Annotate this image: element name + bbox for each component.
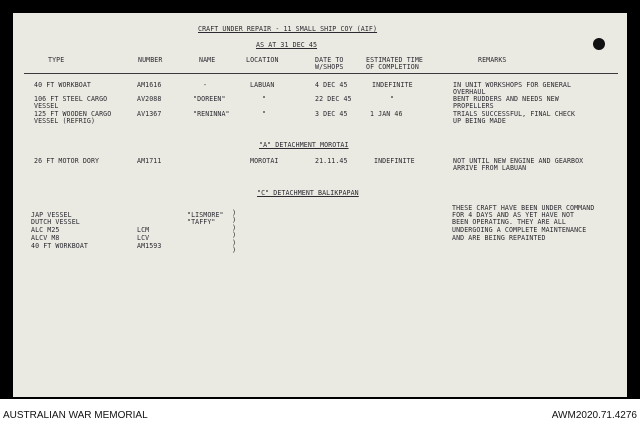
section-c-remarks-line3: BEEN OPERATING. THEY ARE ALL xyxy=(452,218,566,226)
header-date-line1: DATE TO xyxy=(315,56,344,64)
row2-type-line2: VESSEL xyxy=(34,102,59,110)
header-remarks: REMARKS xyxy=(478,56,507,64)
section-a-heading: "A" DETACHMENT MOROTAI xyxy=(259,141,349,149)
section-c-number-3: LCM xyxy=(137,226,150,234)
row2-name: "DOREEN" xyxy=(193,95,226,103)
header-est-line2: OF COMPLETION xyxy=(366,63,419,71)
section-c-type-4: ALCV M8 xyxy=(31,234,60,242)
header-number: NUMBER xyxy=(138,56,163,64)
row3-type-line1: 125 FT WOODEN CARGO xyxy=(34,110,112,118)
punch-hole xyxy=(593,38,605,50)
section-c-number-4: LCV xyxy=(137,234,150,242)
row1-location: LABUAN xyxy=(250,81,275,89)
header-date-line2: W/SHOPS xyxy=(315,63,344,71)
row3-name: "RENINNA" xyxy=(193,110,230,118)
section-c-type-2: DUTCH VESSEL xyxy=(31,218,80,226)
section-c-type-3: ALC M25 xyxy=(31,226,60,234)
row1-name: - xyxy=(203,81,208,89)
row3-est: 1 JAN 46 xyxy=(370,110,403,118)
header-rule xyxy=(24,73,618,74)
row3-date: 3 DEC 45 xyxy=(315,110,348,118)
section-c-remarks-line5: AND ARE BEING REPAINTED xyxy=(452,234,546,242)
document-title: CRAFT UNDER REPAIR - 11 SMALL SHIP COY (AIF) xyxy=(198,25,378,33)
as-at-date: AS AT 31 DEC 45 xyxy=(256,41,318,49)
section-a-date: 21.11.45 xyxy=(315,157,348,165)
section-c-name-1: "LISMORE" xyxy=(187,211,224,219)
section-a-remarks-line1: NOT UNTIL NEW ENGINE AND GEARBOX xyxy=(453,157,584,165)
row2-remarks-line1: BENT RUDDERS AND NEEDS NEW xyxy=(453,95,559,103)
section-a-number: AM1711 xyxy=(137,157,162,165)
section-c-name-2: "TAFFY" xyxy=(187,218,216,226)
section-c-heading: "C" DETACHMENT BALIKPAPAN xyxy=(257,189,359,197)
row2-est: " xyxy=(390,95,395,103)
header-est-line1: ESTIMATED TIME xyxy=(366,56,423,64)
header-type: TYPE xyxy=(48,56,65,64)
section-a-location: MOROTAI xyxy=(250,157,279,165)
row2-date: 22 DEC 45 xyxy=(315,95,352,103)
row1-est: INDEFINITE xyxy=(372,81,413,89)
row2-remarks-line2: PROPELLERS xyxy=(453,102,494,110)
section-c-type-5: 40 FT WORKBOAT xyxy=(31,242,88,250)
header-name: NAME xyxy=(199,56,216,64)
section-a-est: INDEFINITE xyxy=(374,157,415,165)
section-c-type-1: JAP VESSEL xyxy=(31,211,72,219)
section-c-remarks-line2: FOR 4 DAYS AND AS YET HAVE NOT xyxy=(452,211,575,219)
row1-remarks-line2: OVERHAUL xyxy=(453,88,486,96)
header-location: LOCATION xyxy=(246,56,279,64)
footer-institution: AUSTRALIAN WAR MEMORIAL xyxy=(3,410,148,421)
row3-remarks-line2: UP BEING MADE xyxy=(453,117,506,125)
row2-type-line1: 106 FT STEEL CARGO xyxy=(34,95,108,103)
row3-remarks-line1: TRIALS SUCCESSFUL, FINAL CHECK xyxy=(453,110,576,118)
row3-number: AV1367 xyxy=(137,110,162,118)
footer-accession-number: AWM2020.71.4276 xyxy=(551,410,637,421)
section-c-remarks-line4: UNDERGOING A COMPLETE MAINTENANCE xyxy=(452,226,587,234)
section-c-number-5: AM1593 xyxy=(137,242,162,250)
row3-type-line2: VESSEL (REFRIG) xyxy=(34,117,96,125)
row3-location: " xyxy=(262,110,267,118)
row2-location: " xyxy=(262,95,267,103)
section-a-remarks-line2: ARRIVE FROM LABUAN xyxy=(453,164,527,172)
row1-type: 40 FT WORKBOAT xyxy=(34,81,91,89)
section-a-type: 26 FT MOTOR DORY xyxy=(34,157,100,165)
row1-number: AM1616 xyxy=(137,81,162,89)
row2-number: AV2088 xyxy=(137,95,162,103)
brace-mark: ) ) ) ) ) ) xyxy=(232,209,237,255)
row1-date: 4 DEC 45 xyxy=(315,81,348,89)
section-c-remarks-line1: THESE CRAFT HAVE BEEN UNDER COMMAND xyxy=(452,204,595,212)
row1-remarks-line1: IN UNIT WORKSHOPS FOR GENERAL xyxy=(453,81,572,89)
